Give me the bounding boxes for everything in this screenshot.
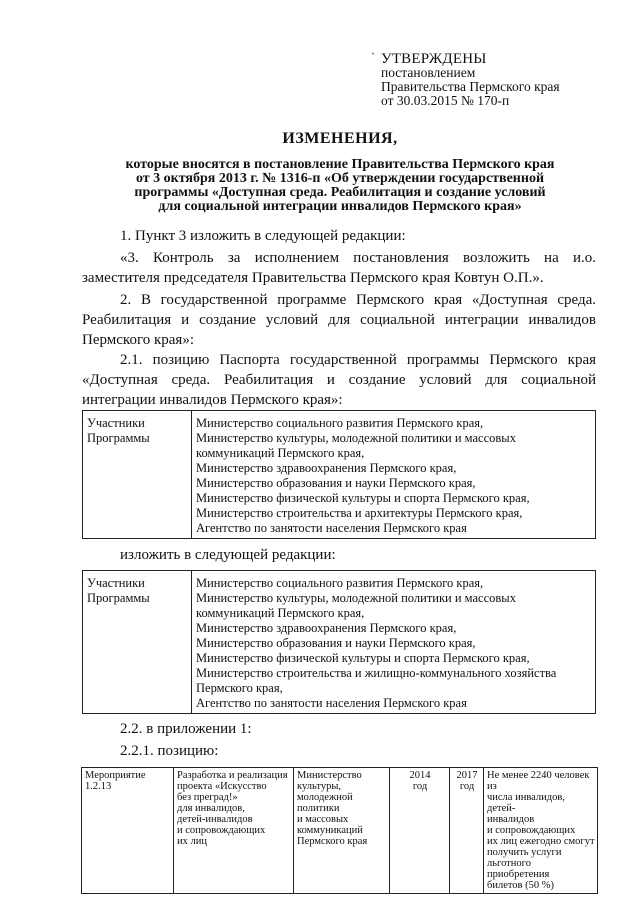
list-item: Министерство культуры, молодежной политики и массовых	[196, 591, 516, 605]
cell-line: их лиц ежегодно смогут	[487, 836, 595, 847]
paragraph-6: 2.2. в приложении 1:	[120, 721, 252, 737]
cell-line: льготного приобретения	[487, 858, 550, 880]
cell-line: молодежной	[297, 792, 353, 803]
participants-list-cell	[192, 571, 596, 714]
list-item: Министерство строительства и архитектуры Пермского края,	[196, 506, 523, 520]
cell-line: числа инвалидов, детей-	[487, 792, 565, 814]
list-item: Пермского края,	[196, 681, 283, 695]
label-line: Программы	[87, 431, 150, 445]
cell-line: политики	[297, 803, 340, 814]
participants-table-old	[82, 410, 596, 539]
list-item: Министерство строительства и жилищно-коммунального хозяйства	[196, 666, 557, 680]
list-item: Министерство физической культуры и спорта Пермского края,	[196, 491, 530, 505]
cell-line: для инвалидов,	[177, 803, 245, 814]
event-start-cell	[390, 768, 450, 894]
approval-stamp	[371, 50, 621, 108]
list-item: коммуникаций Пермского края,	[196, 606, 365, 620]
paragraph-3: 2. В государственной программе Пермского края «Доступная среда. Реабилитация и создание условий для социальной интеграции инвалидов Пермского края»:	[82, 292, 596, 348]
cell-line: 2014	[409, 770, 431, 781]
paragraph-1: 1. Пункт 3 изложить в следующей редакции:	[120, 228, 406, 244]
cell-line: их лиц	[177, 836, 207, 847]
list-item: Министерство образования и науки Пермского края,	[196, 636, 476, 650]
cell-line: и сопровождающих	[487, 825, 576, 836]
approval-line: постановлением	[381, 65, 476, 80]
cell-line: билетов (50 %)	[487, 880, 555, 891]
event-end-cell	[450, 768, 484, 894]
cell-line: без преград!»	[177, 792, 238, 803]
participants-label-cell	[83, 411, 192, 539]
cell-line: Не менее 2240 человек из	[487, 770, 590, 792]
list-item: Агентство по занятости населения Пермского края	[196, 696, 467, 710]
cell-line: 2017	[456, 770, 478, 781]
label-line: Участники	[87, 416, 145, 430]
document-title: ИЗМЕНЕНИЯ,	[282, 130, 398, 147]
approval-line: Правительства Пермского края	[381, 79, 560, 94]
cell-line: Министерство	[297, 770, 362, 781]
cell-line: Разработка и реализация	[177, 770, 288, 781]
list-item: Министерство социального развития Пермского края,	[196, 416, 484, 430]
paragraph-4: 2.1. позицию Паспорта государственной программы Пермского края «Доступная среда. Реабилитация и создание условий для социальной интеграции инвалидов Пермского края»:	[82, 352, 596, 408]
cell-line: инвалидов	[487, 814, 535, 825]
approval-line: от 30.03.2015 № 170-п	[381, 93, 510, 108]
event-result-cell	[484, 768, 598, 894]
participants-label-cell	[83, 571, 192, 714]
list-item: Агентство по занятости населения Пермского края	[196, 521, 467, 535]
table-row	[82, 768, 598, 894]
approval-title: УТВЕРЖДЕНЫ	[381, 51, 487, 67]
document-subtitle	[60, 158, 620, 214]
cell-line: Мероприятие	[85, 770, 146, 781]
cell-line: и массовых	[297, 814, 349, 825]
table-row	[83, 571, 596, 714]
list-item: Министерство образования и науки Пермского края,	[196, 476, 476, 490]
list-item: Министерство здравоохранения Пермского края,	[196, 621, 457, 635]
event-name-cell	[174, 768, 294, 894]
cell-line: проекта «Искусство	[177, 781, 267, 792]
approval-mark: `	[371, 50, 375, 64]
list-item: Министерство социального развития Пермского края,	[196, 576, 484, 590]
cell-line: год	[412, 781, 428, 792]
list-item: коммуникаций Пермского края,	[196, 446, 365, 460]
subtitle-line: от 3 октября 2013 г. № 1316-п «Об утверждении государственной	[135, 171, 545, 186]
paragraph-7: 2.2.1. позицию:	[120, 743, 219, 759]
event-table	[81, 767, 598, 894]
cell-line: получить услуги	[487, 847, 562, 858]
cell-line: Пермского края	[297, 836, 368, 847]
cell-line: детей-инвалидов	[177, 814, 253, 825]
list-item: Министерство здравоохранения Пермского края,	[196, 461, 457, 475]
cell-line: 1.2.13	[85, 781, 112, 792]
label-line: Программы	[87, 591, 150, 605]
list-item: Министерство физической культуры и спорта Пермского края,	[196, 651, 530, 665]
paragraph-5: изложить в следующей редакции:	[120, 547, 336, 563]
paragraph-2: «3. Контроль за исполнением постановления возложить на и.о. заместителя председателя Правительства Пермского края Ковтун О.П.».	[82, 250, 596, 286]
participants-table-new	[82, 570, 596, 714]
subtitle-line: программы «Доступная среда. Реабилитация и создание условий	[134, 185, 546, 200]
participants-list-cell	[192, 411, 596, 539]
cell-line: и сопровождающих	[177, 825, 266, 836]
cell-line: культуры,	[297, 781, 341, 792]
subtitle-line: которые вносятся в постановление Правительства Пермского края	[125, 157, 555, 172]
label-line: Участники	[87, 576, 145, 590]
subtitle-line: для социальной интеграции инвалидов Пермского края»	[158, 199, 522, 214]
list-item: Министерство культуры, молодежной политики и массовых	[196, 431, 516, 445]
table-row	[83, 411, 596, 539]
cell-line: коммуникаций	[297, 825, 363, 836]
event-code-cell	[82, 768, 174, 894]
event-executor-cell	[294, 768, 390, 894]
cell-line: год	[459, 781, 475, 792]
